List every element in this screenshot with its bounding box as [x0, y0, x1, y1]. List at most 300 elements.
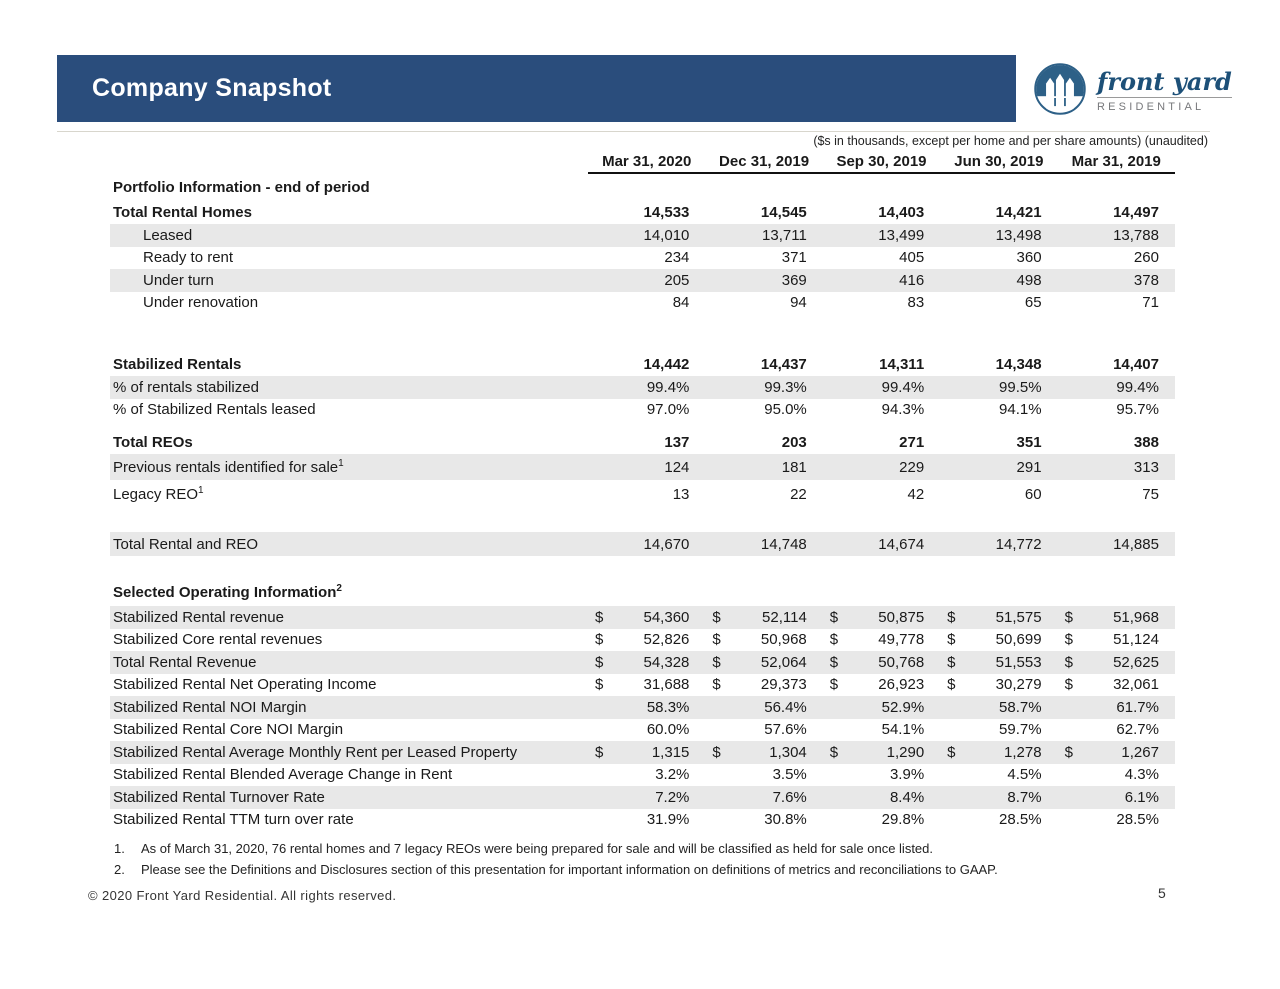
cell [823, 789, 940, 806]
cell-value: 1,278 [1004, 743, 1042, 761]
cell-value: 52,114 [762, 608, 807, 626]
cell [1058, 401, 1175, 418]
cell-value: 1,304 [769, 743, 807, 761]
cell [588, 699, 705, 716]
cell-value: 14,670 [643, 535, 690, 553]
cell [940, 459, 1057, 476]
cell [588, 401, 705, 418]
dollar-sign: $ [947, 608, 956, 626]
cell [588, 609, 705, 626]
row-label: Total Rental Homes [113, 204, 252, 221]
cell [823, 721, 940, 738]
cell-value: 56.4% [764, 698, 807, 716]
table-row [110, 292, 1175, 315]
cell-value: 7.6% [772, 788, 807, 806]
cell-value: 58.7% [999, 698, 1042, 716]
cell [705, 536, 822, 553]
cell [1058, 356, 1175, 373]
financials-table [110, 152, 1175, 831]
cell-value: 6.1% [1124, 788, 1159, 806]
dollar-sign: $ [947, 743, 956, 761]
cell-value: 95.7% [1116, 401, 1159, 419]
cell [588, 721, 705, 738]
cell [823, 536, 940, 553]
cell [705, 609, 822, 626]
cell [588, 811, 705, 828]
cell-value: 14,437 [760, 356, 807, 373]
row-label: Total Rental Revenue [113, 653, 257, 671]
cell [588, 356, 705, 373]
cell [940, 536, 1057, 553]
dollar-sign: $ [712, 676, 721, 694]
cell-value: 8.7% [1007, 788, 1042, 806]
cell-value: 31.9% [646, 811, 690, 829]
cell-value: 13,498 [995, 226, 1042, 244]
cell [940, 227, 1057, 244]
cell [588, 486, 705, 503]
cell [1058, 434, 1175, 451]
cell-value: 50,768 [878, 653, 925, 671]
cell-value: 60.0% [646, 721, 690, 739]
cell-value: 260 [1133, 249, 1159, 267]
cell-value: 388 [1133, 434, 1159, 451]
cell-value: 94 [790, 294, 807, 312]
dollar-sign: $ [1064, 631, 1073, 649]
cell [705, 789, 822, 806]
cell-value: 13,711 [762, 226, 807, 244]
cell-value: 378 [1133, 271, 1159, 289]
cell [705, 631, 822, 648]
cell [588, 654, 705, 671]
cell-value: 30,279 [995, 676, 1042, 694]
cell-value: 229 [899, 458, 925, 476]
cell-value: 371 [781, 249, 807, 267]
row-label: Selected Operating Information$^2$ [113, 582, 342, 601]
cell-value: 14,348 [995, 356, 1042, 373]
cell-value: 95.0% [764, 401, 807, 419]
cell-value: 60 [1024, 485, 1042, 503]
table-body [110, 174, 1175, 831]
header-divider [57, 131, 1210, 132]
cell-value: 3.2% [655, 766, 690, 784]
cell-value: 351 [1016, 434, 1042, 451]
row-label: Total REOs [113, 434, 193, 451]
cell [588, 272, 705, 289]
cell [940, 721, 1057, 738]
cell-value: 14,421 [995, 204, 1042, 221]
cell [823, 294, 940, 311]
row-label: Stabilized Rentals [113, 356, 242, 373]
cell-value: 75 [1142, 485, 1159, 503]
cell [705, 227, 822, 244]
cell-value: 405 [899, 249, 925, 267]
cell [823, 356, 940, 373]
table-row [110, 399, 1175, 422]
dollar-sign: $ [712, 631, 721, 649]
cell [823, 379, 940, 396]
cell [705, 699, 822, 716]
dollar-sign: $ [595, 743, 604, 761]
page-number: 5 [1158, 885, 1166, 901]
cell [1058, 631, 1175, 648]
table-row [110, 480, 1175, 508]
cell [940, 609, 1057, 626]
cell [1058, 486, 1175, 503]
cell [823, 609, 940, 626]
cell [823, 654, 940, 671]
cell [940, 789, 1057, 806]
row-label: Stabilized Rental TTM turn over rate [113, 811, 354, 829]
dollar-sign: $ [947, 676, 956, 694]
cell [1058, 744, 1175, 761]
slide-title-bar [57, 55, 1016, 122]
footnotes [110, 842, 1175, 884]
row-label: Previous rentals identified for sale$^1$ [113, 457, 344, 476]
cell-value: 14,533 [643, 204, 690, 221]
cell [1058, 249, 1175, 266]
row-spacer [110, 314, 1175, 353]
cell-value: 57.6% [764, 721, 807, 739]
table-row [110, 651, 1175, 674]
dollar-sign: $ [829, 631, 839, 649]
cell [588, 536, 705, 553]
cell [823, 766, 940, 783]
dollar-sign: $ [947, 653, 956, 671]
row-spacer [110, 508, 1175, 532]
cell [588, 766, 705, 783]
cell-value: 97.0% [646, 401, 690, 419]
dollar-sign: $ [712, 608, 721, 626]
cell [940, 654, 1057, 671]
cell-value: 14,407 [1113, 356, 1159, 373]
cell-value: 84 [672, 294, 690, 312]
table-row [110, 454, 1175, 480]
cell [940, 699, 1057, 716]
cell-value: 52,625 [1113, 653, 1159, 671]
cell-value: 4.5% [1007, 766, 1042, 784]
cell-value: 29,373 [760, 676, 807, 694]
cell-value: 99.5% [999, 378, 1042, 396]
dollar-sign: $ [595, 676, 604, 694]
footnote-number: 1. [114, 841, 125, 856]
cell [1058, 766, 1175, 783]
cell-value: 61.7% [1116, 698, 1159, 716]
table-row [110, 719, 1175, 742]
cell-value: 13 [672, 485, 690, 503]
cell-value: 14,772 [995, 535, 1042, 553]
cell [1058, 609, 1175, 626]
cell-value: 31,688 [643, 676, 690, 694]
table-row [110, 269, 1175, 292]
cell [940, 204, 1057, 221]
cell-value: 51,968 [1113, 608, 1159, 626]
cell-value: 13,499 [878, 226, 925, 244]
cell [588, 789, 705, 806]
cell-value: 51,553 [995, 653, 1042, 671]
dollar-sign: $ [947, 631, 956, 649]
cell-value: 14,497 [1113, 204, 1159, 221]
cell [705, 744, 822, 761]
cell-value: 50,968 [760, 631, 807, 649]
cell [1058, 676, 1175, 693]
row-label: % of Stabilized Rentals leased [113, 401, 316, 419]
cell [588, 744, 705, 761]
cell-value: 50,875 [878, 608, 925, 626]
dollar-sign: $ [712, 653, 721, 671]
cell-value: 52,826 [643, 631, 690, 649]
cell-value: 28.5% [999, 811, 1042, 829]
cell [823, 699, 940, 716]
table-row [110, 376, 1175, 399]
picket-fence-circle-icon [1033, 62, 1087, 121]
table-row [110, 431, 1175, 454]
dollar-sign: $ [829, 676, 839, 694]
cell-value: 83 [907, 294, 925, 312]
cell [1058, 227, 1175, 244]
cell-value: 42 [907, 485, 925, 503]
cell [705, 249, 822, 266]
cell-value: 94.1% [999, 401, 1042, 419]
row-label: Leased [143, 226, 193, 244]
cell-value: 94.3% [881, 401, 925, 419]
cell-value: 1,315 [651, 743, 690, 761]
cell [823, 249, 940, 266]
cell [940, 744, 1057, 761]
cell [1058, 654, 1175, 671]
cell-value: 99.3% [764, 378, 807, 396]
cell-value: 137 [664, 434, 690, 451]
table-row [110, 809, 1175, 832]
row-label: Stabilized Rental Net Operating Income [113, 676, 377, 694]
cell-value: 71 [1142, 294, 1159, 312]
table-row [110, 629, 1175, 652]
cell-value: 1,267 [1121, 743, 1159, 761]
dollar-sign: $ [829, 743, 839, 761]
cell-value: 124 [664, 458, 690, 476]
row-label: Stabilized Rental Core NOI Margin [113, 721, 344, 739]
cell [1058, 721, 1175, 738]
row-spacer [110, 556, 1175, 578]
section-heading-row [110, 174, 1175, 201]
cell [940, 631, 1057, 648]
cell [823, 227, 940, 244]
table-row [110, 532, 1175, 556]
cell [705, 811, 822, 828]
cell [588, 434, 705, 451]
cell [940, 249, 1057, 266]
table-row [110, 353, 1175, 376]
row-label: Ready to rent [143, 249, 234, 267]
cell [588, 204, 705, 221]
row-label: Stabilized Rental Blended Average Change in Rent [113, 766, 453, 784]
dollar-sign: $ [1064, 743, 1073, 761]
table-row [110, 674, 1175, 697]
cell [588, 379, 705, 396]
cell-value: 32,061 [1113, 676, 1159, 694]
cell [1058, 294, 1175, 311]
cell-value: 26,923 [878, 676, 925, 694]
cell-value: 52.9% [881, 698, 925, 716]
row-label: Total Rental and REO [113, 535, 259, 553]
cell [705, 379, 822, 396]
cell [705, 294, 822, 311]
footnote-number: 2. [114, 861, 125, 877]
cell-value: 14,010 [643, 226, 690, 244]
cell [705, 676, 822, 693]
cell-value: 360 [1016, 249, 1042, 267]
table-row [110, 741, 1175, 764]
footnote [110, 863, 1175, 878]
dollar-sign: $ [1064, 653, 1073, 671]
cell [940, 272, 1057, 289]
table-row [110, 764, 1175, 787]
cell-value: 7.2% [655, 788, 690, 806]
column-header: Jun 30, 2019 [954, 153, 1044, 170]
company-logo [1033, 60, 1232, 122]
cell [588, 459, 705, 476]
cell [705, 272, 822, 289]
column-header: Mar 31, 2020 [602, 153, 692, 170]
cell [705, 721, 822, 738]
cell [1058, 272, 1175, 289]
column-header-row [588, 152, 1175, 174]
cell-value: 8.4% [889, 788, 925, 806]
cell-value: 14,674 [878, 535, 925, 553]
row-label: Portfolio Information - end of period [113, 179, 370, 196]
cell [1058, 204, 1175, 221]
cell-value: 99.4% [1116, 378, 1159, 396]
cell-value: 1,290 [886, 743, 925, 761]
cell-value: 22 [790, 485, 807, 503]
cell-value: 14,748 [760, 535, 807, 553]
cell [705, 204, 822, 221]
row-spacer [110, 421, 1175, 431]
cell [823, 744, 940, 761]
row-label: Stabilized Rental NOI Margin [113, 698, 307, 716]
cell [823, 631, 940, 648]
cell [823, 434, 940, 451]
cell-value: 99.4% [881, 378, 925, 396]
cell-value: 59.7% [999, 721, 1042, 739]
cell-value: 14,885 [1113, 535, 1159, 553]
cell [588, 294, 705, 311]
cell-value: 369 [781, 271, 807, 289]
dollar-sign: $ [595, 631, 604, 649]
cell-value: 13,788 [1113, 226, 1159, 244]
cell-value: 181 [781, 458, 807, 476]
row-label: Stabilized Core rental revenues [113, 631, 323, 649]
cell [588, 249, 705, 266]
cell-value: 203 [781, 434, 807, 451]
units-note: ($s in thousands, except per home and per share amounts) (unaudited) [813, 134, 1208, 148]
cell [940, 356, 1057, 373]
cell [705, 654, 822, 671]
page-title: Company Snapshot [92, 74, 332, 102]
column-header: Mar 31, 2019 [1071, 153, 1161, 170]
cell [705, 766, 822, 783]
cell-value: 3.9% [889, 766, 925, 784]
cell-value: 62.7% [1116, 721, 1159, 739]
row-label: Legacy REO$^1$ [113, 484, 204, 503]
cell [705, 434, 822, 451]
cell [940, 486, 1057, 503]
cell-value: 51,575 [995, 608, 1042, 626]
logo-wordmark-block [1097, 66, 1232, 114]
cell [1058, 789, 1175, 806]
column-header: Sep 30, 2019 [836, 153, 927, 170]
cell-value: 14,311 [879, 356, 925, 373]
copyright: © 2020 Front Yard Residential. All rights reserved. [88, 888, 397, 903]
footnote-text: Please see the Definitions and Disclosures section of this presentation for important information on definitions of metrics and reconciliations to GAAP. [141, 861, 998, 877]
row-label: Under renovation [143, 294, 259, 312]
cell [940, 676, 1057, 693]
cell-value: 14,545 [760, 204, 807, 221]
table-row [110, 786, 1175, 809]
cell-value: 313 [1133, 458, 1159, 476]
dollar-sign: $ [829, 653, 839, 671]
cell-value: 205 [664, 271, 690, 289]
cell [1058, 379, 1175, 396]
cell-value: 271 [899, 434, 925, 451]
cell-value: 14,442 [643, 356, 690, 373]
table-row [110, 247, 1175, 270]
cell [823, 459, 940, 476]
cell [1058, 459, 1175, 476]
row-label: % of rentals stabilized [113, 378, 259, 396]
cell-value: 51,124 [1113, 631, 1159, 649]
cell-value: 234 [664, 249, 690, 267]
cell [823, 204, 940, 221]
cell-value: 14,403 [878, 204, 925, 221]
cell-value: 99.4% [646, 378, 690, 396]
logo-subtitle: RESIDENTIAL [1097, 97, 1232, 113]
cell [823, 811, 940, 828]
footnote [110, 842, 1175, 857]
cell [823, 401, 940, 418]
cell-value: 498 [1016, 271, 1042, 289]
cell-value: 54,328 [643, 653, 690, 671]
dollar-sign: $ [1064, 676, 1073, 694]
table-row [110, 201, 1175, 224]
logo-wordmark: front yard [1097, 66, 1232, 96]
footnote-text: As of March 31, 2020, 76 rental homes and 7 legacy REOs were being prepared for sale and will be classified as held for sale once listed. [141, 841, 933, 856]
cell-value: 49,778 [878, 631, 925, 649]
cell-value: 4.3% [1124, 766, 1159, 784]
cell [940, 294, 1057, 311]
cell [588, 227, 705, 244]
cell-value: 54.1% [881, 721, 925, 739]
cell-value: 3.5% [772, 766, 807, 784]
cell [705, 459, 822, 476]
column-header: Dec 31, 2019 [719, 153, 810, 170]
table-row [110, 224, 1175, 247]
cell [823, 676, 940, 693]
cell-value: 416 [899, 271, 925, 289]
cell [940, 811, 1057, 828]
cell [705, 486, 822, 503]
table-row [110, 606, 1175, 629]
cell-value: 54,360 [643, 608, 690, 626]
cell [940, 434, 1057, 451]
row-label: Stabilized Rental revenue [113, 608, 284, 626]
cell [705, 356, 822, 373]
cell [1058, 699, 1175, 716]
cell [940, 766, 1057, 783]
dollar-sign: $ [712, 743, 721, 761]
cell-value: 58.3% [646, 698, 690, 716]
cell [940, 401, 1057, 418]
cell-value: 28.5% [1116, 811, 1159, 829]
